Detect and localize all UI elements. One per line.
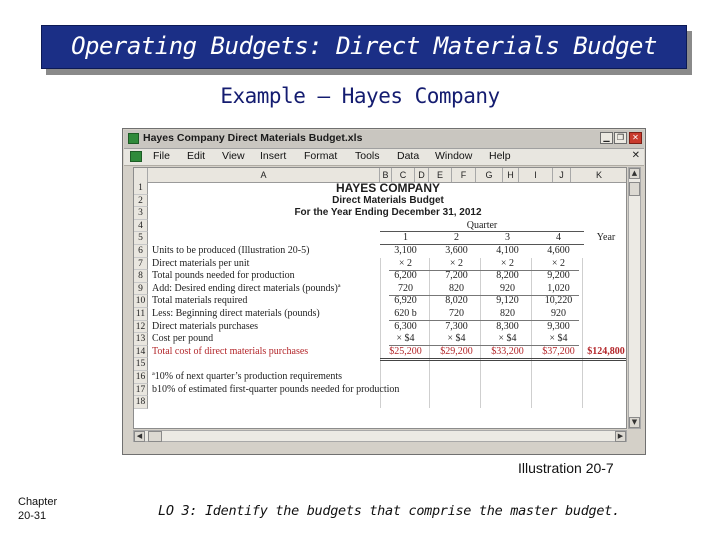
scroll-thumb[interactable] [148,431,162,442]
q1-value: 3,100 [394,245,417,256]
column-header-a[interactable]: A [148,168,380,182]
table-row [148,371,627,384]
menu-bar [124,149,644,166]
quarter-4-header: 4 [556,232,561,244]
scroll-up-icon[interactable]: ▲ [629,168,640,179]
horizontal-scrollbar[interactable] [133,430,627,442]
window-title: Hayes Company Direct Materials Budget.xls [143,132,363,144]
chapter-page: 20-31 [18,510,47,522]
row-header[interactable]: 8 [134,270,148,283]
menu-edit[interactable]: Edit [187,150,206,162]
quarter-label: Quarter [466,219,498,231]
column-header-i[interactable]: I [519,168,553,182]
company-name: HAYES COMPANY [335,181,441,195]
row-header[interactable]: 4 [134,220,148,233]
slide-subtitle: Example – Hayes Company [220,84,500,108]
column-header-g[interactable]: G [476,168,503,182]
slide-title-box [41,25,687,69]
footnote-a: ª10% of next quarter’s production requirements [152,371,343,382]
row-header[interactable]: 15 [134,358,148,371]
table-row [148,245,627,258]
table-row [148,182,627,195]
column-header-d[interactable]: D [415,168,429,182]
table-row [148,195,627,208]
q1-value: × $4 [396,333,415,345]
q1-value: 620 b [394,308,417,319]
q3-value: 8,200 [496,270,519,282]
scroll-thumb[interactable] [629,182,640,196]
spreadsheet-window [122,128,646,455]
q4-value: 920 [551,308,566,319]
q1-value: 6,300 [394,320,417,332]
window-title-bar [124,130,644,149]
row-label: Less: Beginning direct materials (pounds) [152,308,320,319]
row-header[interactable]: 18 [134,396,148,409]
slide-title: Operating Budgets: Direct Materials Budget [71,32,657,60]
q2-value: 7,300 [445,320,468,332]
table-row [148,283,627,296]
q1-value: 720 [398,282,413,294]
footnote-b: b10% of estimated first-quarter pounds needed for production [152,383,400,395]
select-all-corner[interactable] [134,168,148,182]
total-double-rule [380,360,627,361]
learning-objective: LO 3: Identify the budgets that comprise the master budget. [158,503,620,519]
q1-value: × 2 [398,257,413,269]
row-header[interactable]: 17 [134,384,148,397]
q2-value: 820 [449,282,464,294]
workbook-close-icon[interactable]: ✕ [631,150,640,161]
total-double-rule [380,358,627,359]
q4-value: 1,020 [547,282,570,294]
year-total-cost: $124,800 [587,345,625,357]
row-header[interactable]: 13 [134,333,148,346]
q3-value: 9,120 [496,295,519,307]
row-header[interactable]: 2 [134,195,148,208]
table-row [148,384,627,397]
table-row [148,308,627,321]
quarter-3-header: 3 [505,232,510,244]
q2-total-cost: $29,200 [440,345,473,357]
quarter-2-header: 2 [454,232,459,244]
row-header[interactable]: 14 [134,346,148,359]
quarter-1-header: 1 [403,232,408,244]
row-label: Total materials required [152,295,248,307]
table-row [148,295,627,308]
q2-value: 8,020 [445,295,468,307]
q2-value: 7,200 [445,270,468,282]
q4-value: 4,600 [547,245,570,256]
column-header-j[interactable]: J [553,168,571,182]
row-header[interactable]: 12 [134,321,148,334]
q3-value: 920 [500,282,515,294]
menu-window[interactable]: Window [435,150,473,162]
q3-total-cost: $33,200 [491,345,524,357]
row-label: Cost per pound [152,333,214,345]
row-header[interactable]: 11 [134,308,148,321]
menu-tools[interactable]: Tools [355,150,380,162]
table-row [148,258,627,271]
menu-insert[interactable]: Insert [260,150,287,162]
vertical-scrollbar[interactable] [628,167,641,429]
q1-value: 6,200 [394,270,417,282]
column-header-k[interactable]: K [571,168,627,182]
row-header[interactable]: 7 [134,258,148,271]
row-header[interactable]: 5 [134,232,148,245]
spreadsheet-grid[interactable] [133,167,627,429]
year-header: Year [596,232,616,244]
row-header[interactable]: 16 [134,371,148,384]
chapter-label [18,495,57,523]
q2-value: × $4 [447,333,466,345]
table-row [148,321,627,334]
q3-value: 4,100 [496,245,519,256]
row-label: Direct materials per unit [152,257,250,269]
row-label: Direct materials purchases [152,320,259,332]
row-header[interactable]: 10 [134,295,148,308]
column-header-c[interactable]: C [392,168,415,182]
table-row [148,333,627,346]
workbook-icon[interactable] [130,151,142,162]
menu-file[interactable]: File [153,150,170,162]
restore-button[interactable]: ❐ [614,132,627,144]
row-header[interactable]: 6 [134,245,148,258]
row-label: Units to be produced (Illustration 20-5) [152,245,310,256]
column-header-b[interactable]: B [380,168,392,182]
q2-value: 3,600 [445,245,468,256]
q4-value: × 2 [551,257,566,269]
q3-value: × $4 [498,333,517,345]
report-title: Direct Materials Budget [332,194,444,206]
minimize-button[interactable]: ▁ [600,132,613,144]
q2-value: × 2 [449,257,464,269]
q1-value: 6,920 [394,295,417,307]
column-header-f[interactable]: F [452,168,476,182]
q4-value: 9,200 [547,270,570,282]
q3-value: 8,300 [496,320,519,332]
table-row [148,270,627,283]
q1-total-cost: $25,200 [389,345,422,357]
scroll-left-icon[interactable]: ◀ [134,431,145,442]
row-label: Add: Desired ending direct materials (pounds)ª [152,282,341,294]
q2-value: 720 [449,308,464,319]
excel-file-icon [128,133,139,144]
menu-data[interactable]: Data [397,150,420,162]
row-header[interactable]: 1 [134,182,148,195]
row-header[interactable]: 9 [134,283,148,296]
scroll-down-icon[interactable]: ▼ [629,417,640,428]
q3-value: × 2 [500,257,515,269]
column-header-h[interactable]: H [503,168,519,182]
q4-value: 9,300 [547,320,570,332]
close-button[interactable]: ✕ [629,132,642,144]
q4-value: × $4 [549,333,568,345]
q4-value: 10,220 [544,295,573,307]
q4-total-cost: $37,200 [542,345,575,357]
menu-format[interactable]: Format [304,150,338,162]
table-row [148,207,627,220]
menu-view[interactable]: View [222,150,245,162]
column-header-e[interactable]: E [429,168,452,182]
q3-value: 820 [500,308,515,319]
row-label: Total cost of direct materials purchases [152,345,309,357]
report-period: For the Year Ending December 31, 2012 [294,207,482,219]
chapter-word: Chapter [18,496,58,508]
row-header[interactable]: 3 [134,207,148,220]
menu-help[interactable]: Help [489,150,511,162]
illustration-label: Illustration 20-7 [518,460,614,476]
scroll-right-icon[interactable]: ▶ [615,431,626,442]
row-label: Total pounds needed for production [152,270,295,282]
table-row-total [148,346,627,359]
